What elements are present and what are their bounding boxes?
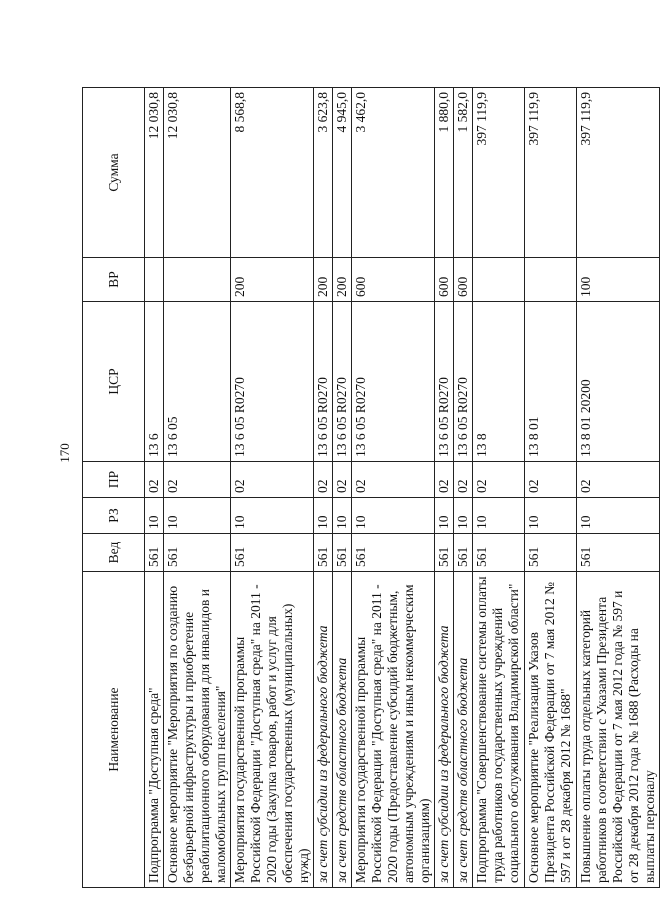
- row-rz: 10: [435, 498, 454, 534]
- table-row: [525, 88, 577, 888]
- row-pr: 02: [231, 462, 314, 498]
- row-csr: 13 8 01 20200: [577, 302, 660, 462]
- row-ved: 561: [454, 534, 473, 572]
- row-csr: 13 6 05 R0270: [352, 302, 435, 462]
- row-name: Мероприятия государственной программы Российской Федерации "Доступная среда" на 2011 - 2020 годы (Закупка товаров, работ и услуг для обеспечения государственных (муниципальных) нужд): [231, 572, 314, 888]
- row-ved: 561: [525, 534, 577, 572]
- row-vr: [145, 258, 164, 302]
- header-name: Наименование: [83, 572, 145, 888]
- header-sum: Сумма: [83, 88, 145, 258]
- row-csr: 13 6 05 R0270: [314, 302, 333, 462]
- row-name: Основное мероприятие "Мероприятия по созданию безбарьерной инфраструктуры и приобретение реабилитационного оборудования для инвалидов и маломобильных групп населения": [164, 572, 231, 888]
- row-pr: 02: [333, 462, 352, 498]
- row-pr: 02: [435, 462, 454, 498]
- row-name: Подпрограмма "Доступная среда": [145, 572, 164, 888]
- row-rz: 10: [352, 498, 435, 534]
- header-ved: Вед: [83, 534, 145, 572]
- row-sum: 397 119,9: [525, 88, 577, 258]
- row-name: Подпрограмма "Совершенствование системы оплаты труда работников государственных учреждений социального обслуживания Владимирской области": [473, 572, 525, 888]
- table-row: [145, 88, 164, 888]
- row-rz: 10: [525, 498, 577, 534]
- row-ved: 561: [164, 534, 231, 572]
- row-ved: 561: [231, 534, 314, 572]
- row-vr: 100: [577, 258, 660, 302]
- table-row: [314, 88, 333, 888]
- row-vr: [525, 258, 577, 302]
- row-vr: 600: [454, 258, 473, 302]
- row-ved: 561: [352, 534, 435, 572]
- row-csr: 13 6: [145, 302, 164, 462]
- row-vr: 600: [435, 258, 454, 302]
- table-row: [333, 88, 352, 888]
- row-name: за счет субсидии из федерального бюджета: [314, 572, 333, 888]
- row-name: за счет средств областного бюджета: [454, 572, 473, 888]
- row-csr: 13 6 05: [164, 302, 231, 462]
- row-rz: 10: [314, 498, 333, 534]
- row-pr: 02: [314, 462, 333, 498]
- table-row: [577, 88, 660, 888]
- row-sum: 397 119,9: [473, 88, 525, 258]
- row-name: за счет субсидии из федерального бюджета: [435, 572, 454, 888]
- row-rz: 10: [577, 498, 660, 534]
- row-vr: [473, 258, 525, 302]
- row-rz: 10: [164, 498, 231, 534]
- header-vr: ВР: [83, 258, 145, 302]
- page-number: 170: [56, 443, 72, 463]
- row-csr: 13 8 01: [525, 302, 577, 462]
- table-row: [231, 88, 314, 888]
- row-rz: 10: [145, 498, 164, 534]
- row-csr: 13 6 05 R0270: [231, 302, 314, 462]
- row-ved: 561: [333, 534, 352, 572]
- row-pr: 02: [454, 462, 473, 498]
- row-rz: 10: [454, 498, 473, 534]
- row-vr: 200: [231, 258, 314, 302]
- table-row: [435, 88, 454, 888]
- header-pr: ПР: [83, 462, 145, 498]
- table-row: [352, 88, 435, 888]
- row-rz: 10: [473, 498, 525, 534]
- row-sum: 12 030,8: [164, 88, 231, 258]
- row-name: Основное мероприятие "Реализация Указов Президента Российской Федерации от 7 мая 2012 № 597 и от 28 декабря 2012 № 1688": [525, 572, 577, 888]
- row-pr: 02: [352, 462, 435, 498]
- row-sum: 3 623,8: [314, 88, 333, 258]
- row-sum: 12 030,8: [145, 88, 164, 258]
- rotated-page: [82, 88, 657, 888]
- row-ved: 561: [577, 534, 660, 572]
- row-sum: 4 945,0: [333, 88, 352, 258]
- header-rz: РЗ: [83, 498, 145, 534]
- row-pr: 02: [145, 462, 164, 498]
- row-csr: 13 6 05 R0270: [435, 302, 454, 462]
- row-sum: 397 119,9: [577, 88, 660, 258]
- row-ved: 561: [314, 534, 333, 572]
- row-csr: 13 6 05 R0270: [454, 302, 473, 462]
- row-csr: 13 8: [473, 302, 525, 462]
- row-name: Мероприятия государственной программы Российской Федерации "Доступная среда" на 2011 - 2020 годы (Предоставление субсидий бюджетным, автономным учреждениям и иным некоммерческим организациям): [352, 572, 435, 888]
- row-sum: 3 462,0: [352, 88, 435, 258]
- row-pr: 02: [525, 462, 577, 498]
- table-header-row: [83, 88, 145, 888]
- row-pr: 02: [473, 462, 525, 498]
- row-vr: 600: [352, 258, 435, 302]
- row-ved: 561: [473, 534, 525, 572]
- budget-table: [82, 87, 660, 888]
- header-csr: ЦСР: [83, 302, 145, 462]
- row-ved: 561: [145, 534, 164, 572]
- row-sum: 1 582,0: [454, 88, 473, 258]
- table-row: [454, 88, 473, 888]
- table-row: [473, 88, 525, 888]
- row-sum: 8 568,8: [231, 88, 314, 258]
- row-pr: 02: [577, 462, 660, 498]
- row-vr: [164, 258, 231, 302]
- row-vr: 200: [333, 258, 352, 302]
- row-pr: 02: [164, 462, 231, 498]
- row-csr: 13 6 05 R0270: [333, 302, 352, 462]
- row-name: Повышение оплаты труда отдельных категорий работников в соответствии с Указами Президента Российской Федерации от 7 мая 2012 года № 597 и от 28 декабря 2012 года № 1688 (Расходы на выплаты персоналу: [577, 572, 660, 888]
- row-ved: 561: [435, 534, 454, 572]
- row-vr: 200: [314, 258, 333, 302]
- row-name: за счет средств областного бюджета: [333, 572, 352, 888]
- row-rz: 10: [333, 498, 352, 534]
- row-sum: 1 880,0: [435, 88, 454, 258]
- table-row: [164, 88, 231, 888]
- row-rz: 10: [231, 498, 314, 534]
